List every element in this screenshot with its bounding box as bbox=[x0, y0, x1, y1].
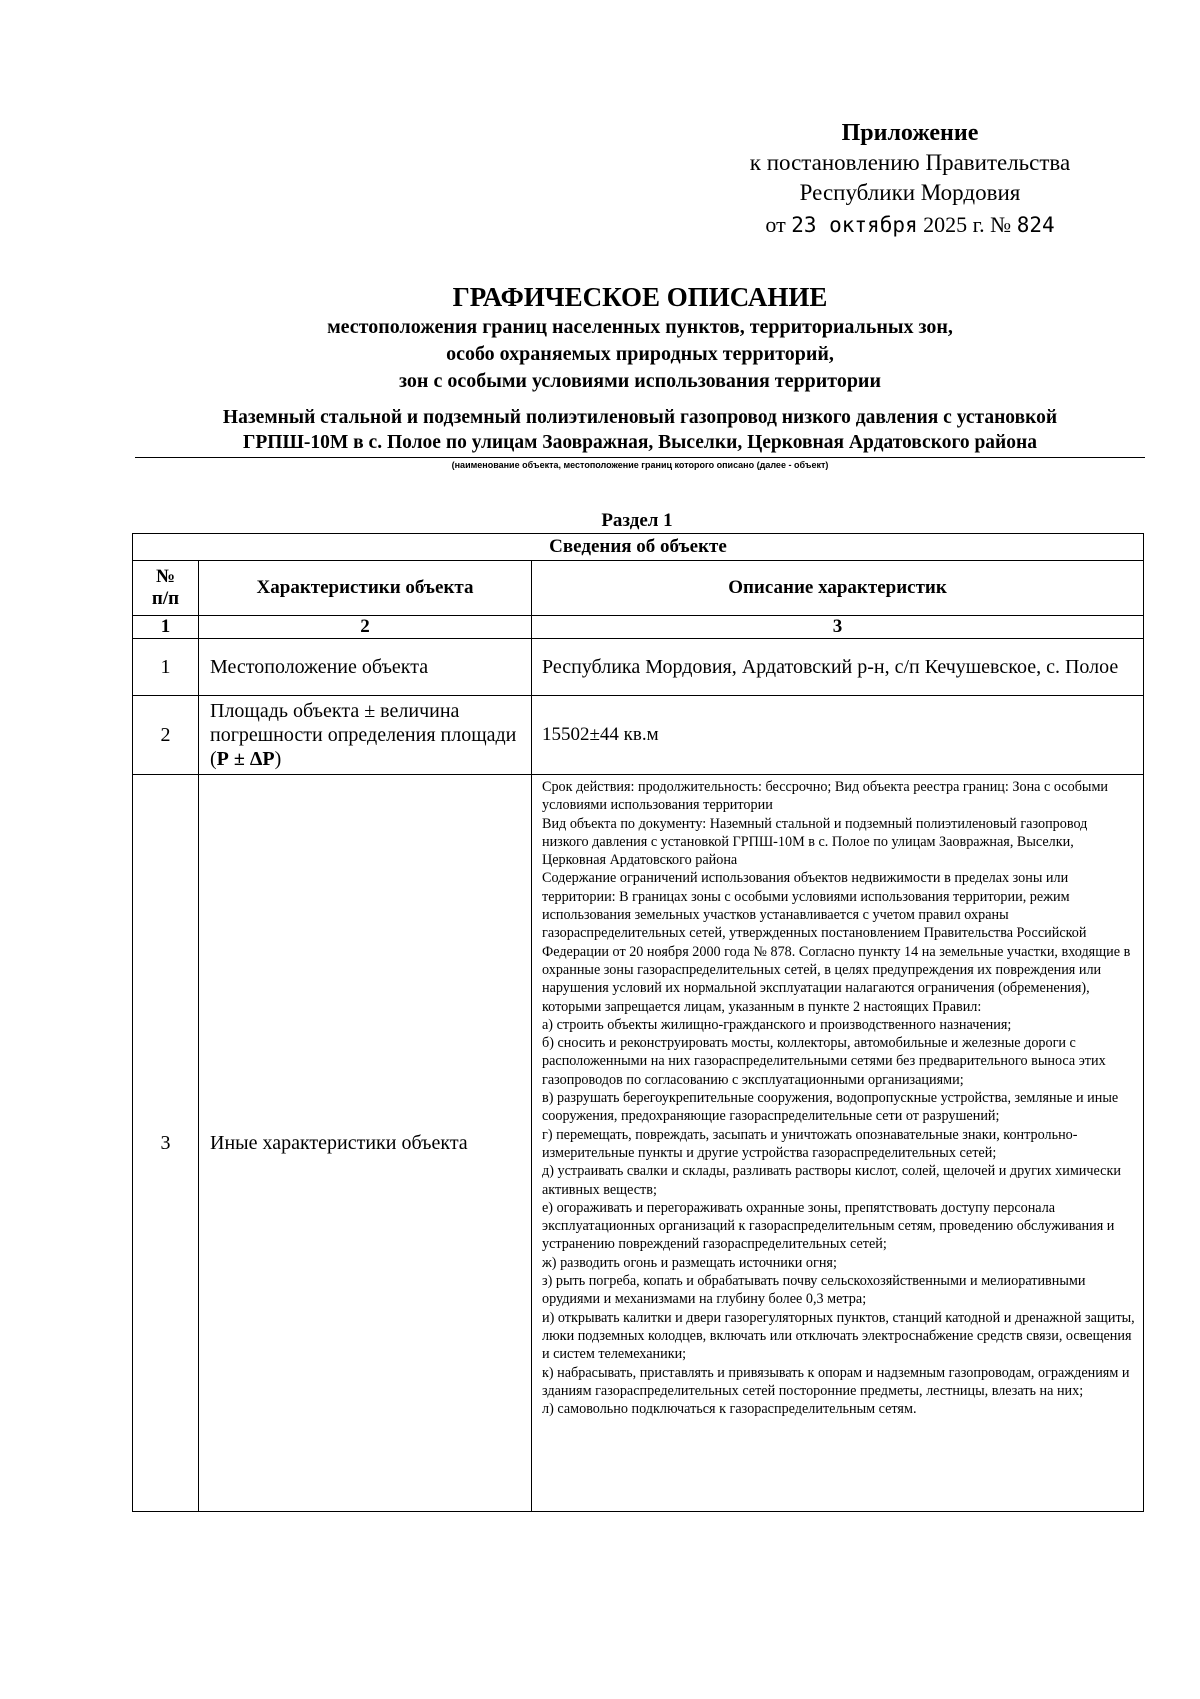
restriction-item: в) разрушать берегоукрепительные сооружения, водопропускные устройства, земляные и иные сооружения, предохраняющие газораспределительные сети от разрушений; bbox=[542, 1090, 1119, 1125]
object-info-table bbox=[132, 533, 1144, 1512]
document-subtitle bbox=[140, 314, 1140, 395]
decree-number: 824 bbox=[1016, 213, 1055, 237]
table-row bbox=[133, 639, 1144, 696]
restriction-paragraph: Вид объекта по документу: Наземный стальной и подземный полиэтиленовый газопровод низкого давления с установкой ГРПШ-10М в с. Полое по улицам Заовражная, Выселки, Церковная Ардатовского района bbox=[542, 815, 1088, 869]
restriction-item: б) сносить и реконструировать мосты, коллекторы, автомобильные и железные дороги с расположенными на них газораспределительными сетями без предварительного выноса этих газопроводов по согласованию с эксплуатационными организациями; bbox=[542, 1035, 1106, 1088]
date-value: 23 октября bbox=[791, 213, 918, 237]
appendix-block bbox=[700, 118, 1120, 242]
characteristic-formula: Р ± ΔР bbox=[216, 748, 275, 770]
table-header-row bbox=[133, 561, 1144, 616]
document-title: ГРАФИЧЕСКОЕ ОПИСАНИЕ bbox=[452, 282, 828, 312]
date-prefix: от bbox=[765, 212, 786, 237]
restriction-item: д) устраивать свалки и склады, разливать растворы кислот, солей, щелочей и других химически активных веществ; bbox=[542, 1163, 1121, 1198]
column-number-row bbox=[133, 616, 1144, 639]
table-caption-row bbox=[133, 534, 1144, 561]
appendix-title: Приложение bbox=[841, 120, 979, 146]
column-header-characteristic: Характеристики объекта bbox=[199, 561, 532, 616]
column-number: 2 bbox=[199, 616, 532, 639]
appendix-line-1: к постановлению Правительства bbox=[749, 150, 1071, 175]
restriction-item: г) перемещать, повреждать, засыпать и уничтожать опознавательные знаки, контрольно-измерительные пункты и другие устройства газораспределительных сетей; bbox=[542, 1126, 1078, 1161]
row-number: 3 bbox=[133, 775, 199, 1512]
characteristic-tail: ) bbox=[274, 748, 282, 770]
table-row bbox=[133, 696, 1144, 775]
restriction-item: а) строить объекты жилищно-гражданского и производственного назначения; bbox=[542, 1016, 1012, 1033]
row-number: 2 bbox=[133, 696, 199, 775]
object-underline bbox=[135, 457, 1145, 458]
table-caption: Сведения об объекте bbox=[133, 534, 1144, 561]
subtitle-line: особо охраняемых природных территорий, bbox=[446, 343, 834, 365]
table-row bbox=[133, 775, 1144, 1512]
row-characteristic: Местоположение объекта bbox=[199, 639, 532, 696]
restriction-item: к) набрасывать, приставлять и привязывать к опорам и надземным газопроводам, ограждениям и зданиям газораспределительных сетей посторонние предметы, лестницы, влезать на них; bbox=[542, 1364, 1130, 1399]
row-description: Республика Мордовия, Ардатовский р-н, с/п Кечушевское, с. Полое bbox=[532, 639, 1144, 696]
restriction-paragraph: Срок действия: продолжительность: бессрочно; Вид объекта реестра границ: Зона с особыми условиями использования территории bbox=[542, 779, 1109, 814]
characteristic-text: Площадь объекта ± величина погрешности определения площади ( bbox=[210, 700, 517, 770]
section-label: Раздел 1 bbox=[601, 510, 673, 531]
subtitle-line: местоположения границ населенных пунктов, территориальных зон, bbox=[327, 316, 953, 338]
restriction-paragraph: Содержание ограничений использования объектов недвижимости в пределах зоны или территории: В границах зоны с особыми условиями использования территории, режим использования земельных участков устанавливается с учетом правил охраны газораспределительных сетей, утвержденных постановлением Правительства Российской Федерации от 20 ноября 2000 года № 878. Согласно пункту 14 на земельные участки, входящие в охранные зоны газораспределительных сетей, в целях предупреждения их повреждения или нарушения условий их нормальной эксплуатации налагаются ограничения (обременения), которыми запрещается лицам, указанным в пункте 2 настоящих Правил: bbox=[542, 870, 1131, 1015]
column-number: 1 bbox=[133, 616, 199, 639]
restriction-item: и) открывать калитки и двери газорегуляторных пунктов, станций катодной и дренажной защиты, люки подземных колодцев, включать или отключать электроснабжение средств связи, освещения и систем телемеханики; bbox=[542, 1309, 1135, 1363]
appendix-date bbox=[700, 208, 1120, 242]
restriction-item: л) самовольно подключаться к газораспределительным сетям. bbox=[542, 1401, 917, 1418]
restriction-item: ж) разводить огонь и размещать источники огня; bbox=[542, 1254, 837, 1271]
object-name bbox=[135, 405, 1145, 455]
row-description: 15502±44 кв.м bbox=[532, 696, 1144, 775]
object-name-line: ГРПШ-10М в с. Полое по улицам Заовражная, Выселки, Церковная Ардатовского района bbox=[242, 432, 1038, 453]
row-number: 1 bbox=[133, 639, 199, 696]
row-description bbox=[532, 775, 1144, 1512]
restriction-item: е) огораживать и перегораживать охранные зоны, препятствовать доступу персонала эксплуатационных организаций к газораспределительным сетям, проведению обслуживания и устранению повреждений газораспределительных сетей; bbox=[542, 1199, 1115, 1253]
column-number: 3 bbox=[532, 616, 1144, 639]
date-mid: 2025 г. № bbox=[923, 212, 1012, 237]
object-name-line: Наземный стальной и подземный полиэтиленовый газопровод низкого давления с установкой bbox=[222, 407, 1058, 428]
appendix-line-2: Республики Мордовия bbox=[799, 180, 1021, 205]
row-characteristic: Иные характеристики объекта bbox=[199, 775, 532, 1512]
row-characteristic bbox=[199, 696, 532, 775]
object-caption: (наименование объекта, местоположение границ которого описано (далее - объект) bbox=[451, 460, 829, 470]
restriction-item: з) рыть погреба, копать и обрабатывать почву сельскохозяйственными и мелиоративными орудиями и механизмами на глубину более 0,3 метра; bbox=[542, 1273, 1086, 1308]
subtitle-line: зон с особыми условиями использования территории bbox=[399, 370, 881, 392]
column-header-num: № п/п bbox=[133, 561, 199, 616]
column-header-description: Описание характеристик bbox=[532, 561, 1144, 616]
